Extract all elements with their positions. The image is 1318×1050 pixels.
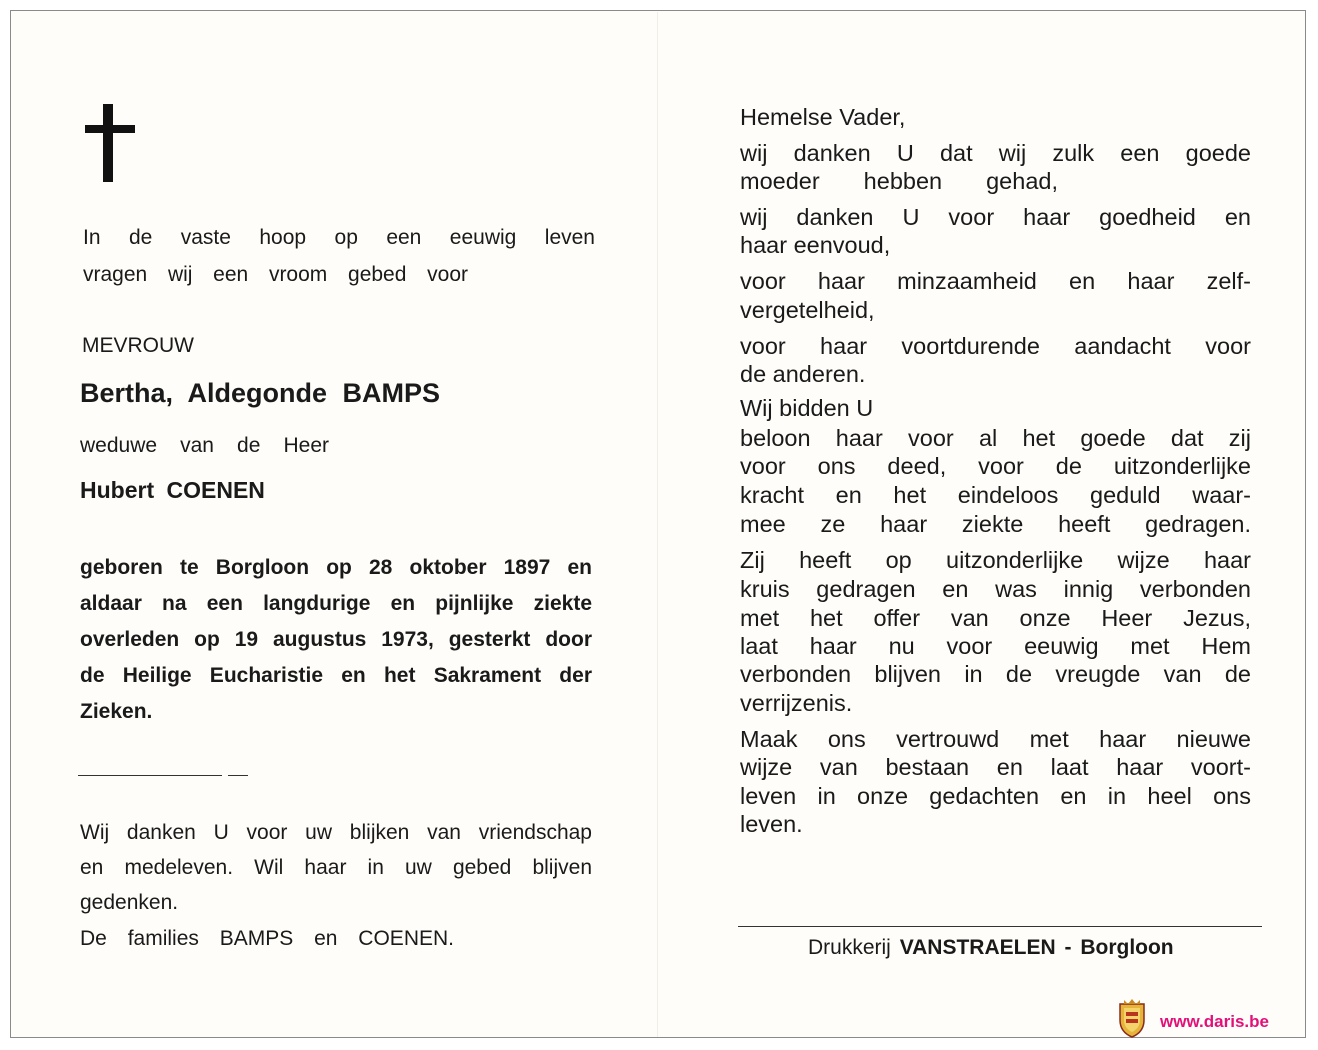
prayer-line: Wij bidden U xyxy=(740,395,874,421)
printer-separator xyxy=(738,926,1262,927)
printer-credit xyxy=(808,936,1174,960)
prayer-line: laat haar nu voor eeuwig met Hem xyxy=(740,633,1251,659)
families-line: De families BAMPS en COENEN. xyxy=(80,927,454,950)
cross-icon xyxy=(85,104,135,182)
prayer-line: wij danken U dat wij zulk een goede xyxy=(740,140,1251,166)
prayer-line: kruis gedragen en was innig verbonden xyxy=(740,576,1251,602)
prayer-line: de anderen. xyxy=(740,361,866,387)
prayer-line: verbonden blijven in de vreugde van de xyxy=(740,661,1251,687)
bio-line: de Heilige Eucharistie en het Sakrament der xyxy=(80,664,592,687)
prayer-line: leven in onze gedachten en in heel ons xyxy=(740,783,1251,809)
coat-of-arms-icon xyxy=(1116,998,1148,1038)
separator-line xyxy=(78,775,248,776)
prayer-line: voor ons deed, voor de uitzonderlijke xyxy=(740,453,1251,479)
bio-line: Zieken. xyxy=(80,700,153,723)
thanks-line: Wij danken U voor uw blijken van vriendschap xyxy=(80,821,592,844)
prayer-line: voor haar minzaamheid en haar zelf- xyxy=(740,268,1251,294)
prayer-line: vergetelheid, xyxy=(740,297,875,323)
prayer-line: Maak ons vertrouwd met haar nieuwe xyxy=(740,726,1251,752)
watermark-url[interactable]: www.daris.be xyxy=(1160,1012,1269,1031)
title-mevrouw: MEVROUW xyxy=(82,334,194,357)
printer-town: Borgloon xyxy=(1080,936,1174,959)
prayer-line: Hemelse Vader, xyxy=(740,104,906,130)
prayer-line: voor haar voortdurende aandacht voor xyxy=(740,333,1251,359)
prayer-line: moeder hebben gehad, xyxy=(740,168,1058,194)
bio-line: aldaar na een langdurige en pijnlijke ziekte xyxy=(80,592,592,615)
husband-name: Hubert COENEN xyxy=(80,477,265,503)
bio-line: overleden op 19 augustus 1973, gesterkt door xyxy=(80,628,592,651)
printer-dash: - xyxy=(1064,936,1072,959)
prayer-line: kracht en het eindeloos geduld waar- xyxy=(740,482,1251,508)
printer-label: Drukkerij xyxy=(808,936,891,959)
prayer-line: mee ze haar ziekte heeft gedragen. xyxy=(740,511,1251,537)
prayer-line: leven. xyxy=(740,811,803,837)
card-fold xyxy=(657,12,658,1037)
prayer-line: verrijzenis. xyxy=(740,690,853,716)
prayer-line: haar eenvoud, xyxy=(740,232,891,258)
widow-of: weduwe van de Heer xyxy=(80,434,329,457)
prayer-line: met het offer van onze Heer Jezus, xyxy=(740,605,1251,631)
thanks-line: en medeleven. Wil haar in uw gebed blijven xyxy=(80,856,592,879)
prayer-line: wij danken U voor haar goedheid en xyxy=(740,204,1251,230)
prayer-line: wijze van bestaan en laat haar voort- xyxy=(740,754,1251,780)
thanks-line: gedenken. xyxy=(80,891,179,914)
prayer-line: Zij heeft op uitzonderlijke wijze haar xyxy=(740,547,1251,573)
intro-line: In de vaste hoop op een eeuwig leven xyxy=(83,226,595,249)
bio-line: geboren te Borgloon op 28 oktober 1897 en xyxy=(80,556,592,579)
printer-name: VANSTRAELEN xyxy=(899,936,1056,959)
prayer-line: beloon haar voor al het goede dat zij xyxy=(740,425,1251,451)
deceased-name: Bertha, Aldegonde BAMPS xyxy=(80,378,441,408)
intro-line: vragen wij een vroom gebed voor xyxy=(83,263,468,286)
